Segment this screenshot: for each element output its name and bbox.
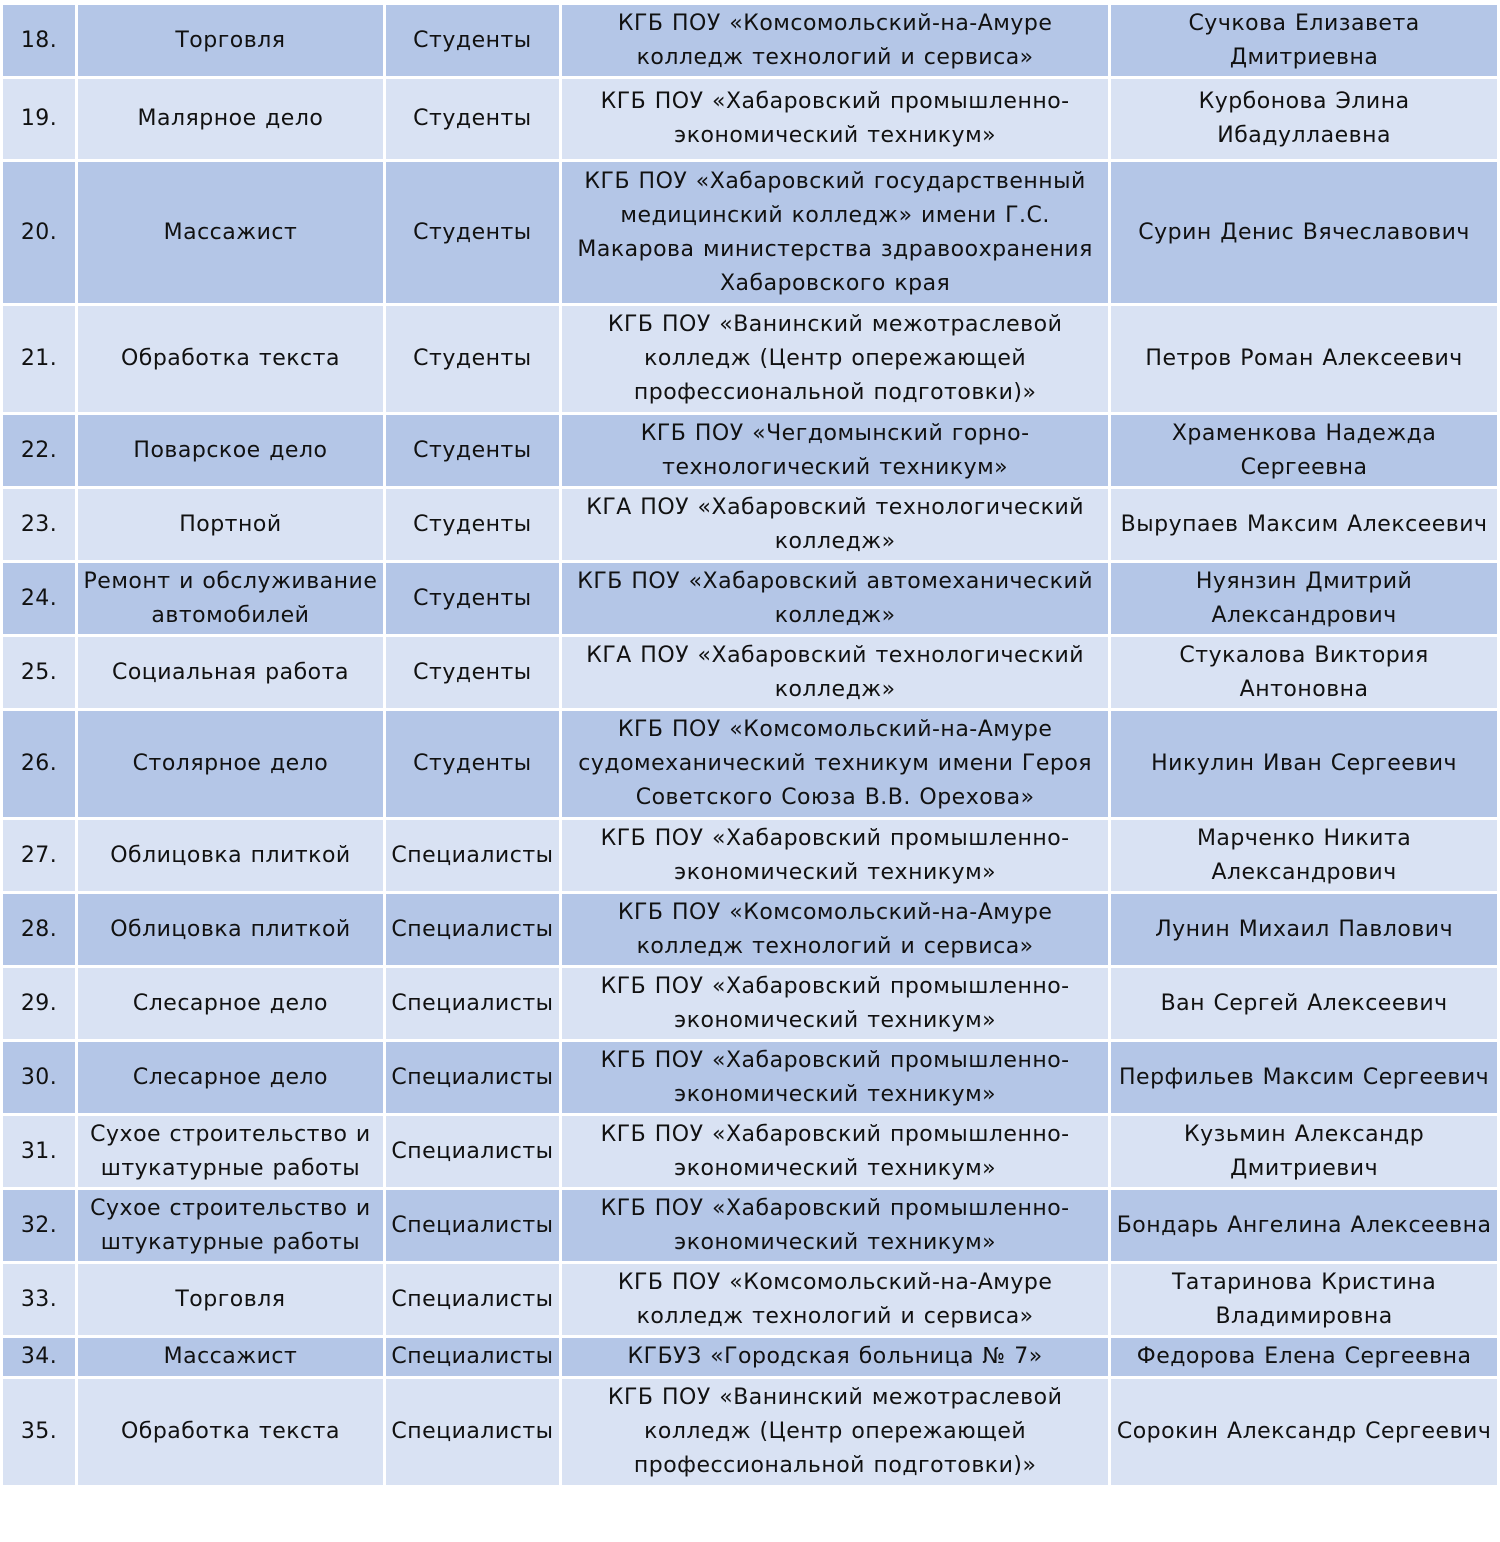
row-number: 27. bbox=[3, 820, 75, 891]
category-cell: Студенты bbox=[386, 306, 559, 412]
category-cell: Студенты bbox=[386, 162, 559, 303]
category-cell: Специалисты bbox=[386, 1042, 559, 1113]
organization-cell: КГБ ПОУ «Комсомольский-на-Амуре колледж технологий и сервиса» bbox=[562, 5, 1108, 76]
category-cell: Студенты bbox=[386, 5, 559, 76]
row-number: 32. bbox=[3, 1190, 75, 1261]
row-number: 21. bbox=[3, 306, 75, 412]
table-row bbox=[3, 1116, 1497, 1187]
competence-cell: Торговля bbox=[78, 5, 383, 76]
table-row bbox=[3, 1190, 1497, 1261]
table-row bbox=[3, 415, 1497, 486]
competence-cell: Сухое строительство и штукатурные работы bbox=[78, 1116, 383, 1187]
table-row bbox=[3, 968, 1497, 1039]
participants-table bbox=[0, 2, 1500, 1488]
participant-name-cell: Федорова Елена Сергеевна bbox=[1111, 1338, 1497, 1376]
organization-cell: КГБУЗ «Городская больница № 7» bbox=[562, 1338, 1108, 1376]
category-cell: Специалисты bbox=[386, 1338, 559, 1376]
category-cell: Студенты bbox=[386, 415, 559, 486]
table-row bbox=[3, 563, 1497, 634]
table-row bbox=[3, 1042, 1497, 1113]
table-row bbox=[3, 79, 1497, 159]
row-number: 24. bbox=[3, 563, 75, 634]
competence-cell: Облицовка плиткой bbox=[78, 894, 383, 965]
organization-cell: КГБ ПОУ «Комсомольский-на-Амуре колледж технологий и сервиса» bbox=[562, 894, 1108, 965]
category-cell: Студенты bbox=[386, 711, 559, 817]
table-row bbox=[3, 1264, 1497, 1335]
organization-cell: КГБ ПОУ «Хабаровский промышленно-экономический техникум» bbox=[562, 1042, 1108, 1113]
table-row bbox=[3, 489, 1497, 560]
row-number: 22. bbox=[3, 415, 75, 486]
table-row bbox=[3, 306, 1497, 412]
competence-cell: Столярное дело bbox=[78, 711, 383, 817]
participant-name-cell: Вырупаев Максим Алексеевич bbox=[1111, 489, 1497, 560]
competence-cell: Обработка текста bbox=[78, 1379, 383, 1485]
organization-cell: КГБ ПОУ «Комсомольский-на-Амуре колледж технологий и сервиса» bbox=[562, 1264, 1108, 1335]
table-row bbox=[3, 1379, 1497, 1485]
participant-name-cell: Сорокин Александр Сергеевич bbox=[1111, 1379, 1497, 1485]
row-number: 35. bbox=[3, 1379, 75, 1485]
participant-name-cell: Бондарь Ангелина Алексеевна bbox=[1111, 1190, 1497, 1261]
row-number: 31. bbox=[3, 1116, 75, 1187]
row-number: 29. bbox=[3, 968, 75, 1039]
table-row bbox=[3, 820, 1497, 891]
category-cell: Специалисты bbox=[386, 1379, 559, 1485]
row-number: 20. bbox=[3, 162, 75, 303]
participant-name-cell: Курбонова Элина Ибадуллаевна bbox=[1111, 79, 1497, 159]
competence-cell: Массажист bbox=[78, 1338, 383, 1376]
competence-cell: Малярное дело bbox=[78, 79, 383, 159]
competence-cell: Слесарное дело bbox=[78, 968, 383, 1039]
category-cell: Специалисты bbox=[386, 1116, 559, 1187]
competence-cell: Слесарное дело bbox=[78, 1042, 383, 1113]
category-cell: Студенты bbox=[386, 563, 559, 634]
category-cell: Студенты bbox=[386, 79, 559, 159]
category-cell: Специалисты bbox=[386, 1264, 559, 1335]
table-row bbox=[3, 894, 1497, 965]
organization-cell: КГБ ПОУ «Ванинский межотраслевой колледж (Центр опережающей профессиональной подготовки)» bbox=[562, 306, 1108, 412]
row-number: 28. bbox=[3, 894, 75, 965]
participant-name-cell: Лунин Михаил Павлович bbox=[1111, 894, 1497, 965]
organization-cell: КГА ПОУ «Хабаровский технологический колледж» bbox=[562, 637, 1108, 708]
table-row bbox=[3, 1338, 1497, 1376]
participant-name-cell: Храменкова Надежда Сергеевна bbox=[1111, 415, 1497, 486]
organization-cell: КГБ ПОУ «Чегдомынский горно-технологический техникум» bbox=[562, 415, 1108, 486]
competence-cell: Облицовка плиткой bbox=[78, 820, 383, 891]
participant-name-cell: Никулин Иван Сергеевич bbox=[1111, 711, 1497, 817]
category-cell: Студенты bbox=[386, 489, 559, 560]
organization-cell: КГА ПОУ «Хабаровский технологический колледж» bbox=[562, 489, 1108, 560]
table-row bbox=[3, 711, 1497, 817]
competence-cell: Массажист bbox=[78, 162, 383, 303]
participant-name-cell: Стукалова Виктория Антоновна bbox=[1111, 637, 1497, 708]
organization-cell: КГБ ПОУ «Хабаровский автомеханический колледж» bbox=[562, 563, 1108, 634]
organization-cell: КГБ ПОУ «Хабаровский промышленно-экономический техникум» bbox=[562, 820, 1108, 891]
competence-cell: Ремонт и обслуживание автомобилей bbox=[78, 563, 383, 634]
participant-name-cell: Сучкова Елизавета Дмитриевна bbox=[1111, 5, 1497, 76]
category-cell: Студенты bbox=[386, 637, 559, 708]
organization-cell: КГБ ПОУ «Хабаровский промышленно-экономический техникум» bbox=[562, 1190, 1108, 1261]
participant-name-cell: Кузьмин Александр Дмитриевич bbox=[1111, 1116, 1497, 1187]
table-row bbox=[3, 162, 1497, 303]
participant-name-cell: Петров Роман Алексеевич bbox=[1111, 306, 1497, 412]
row-number: 26. bbox=[3, 711, 75, 817]
competence-cell: Поварское дело bbox=[78, 415, 383, 486]
participant-name-cell: Татаринова Кристина Владимировна bbox=[1111, 1264, 1497, 1335]
category-cell: Специалисты bbox=[386, 1190, 559, 1261]
participant-name-cell: Марченко Никита Александрович bbox=[1111, 820, 1497, 891]
organization-cell: КГБ ПОУ «Ванинский межотраслевой колледж (Центр опережающей профессиональной подготовки)» bbox=[562, 1379, 1108, 1485]
row-number: 30. bbox=[3, 1042, 75, 1113]
row-number: 19. bbox=[3, 79, 75, 159]
competence-cell: Социальная работа bbox=[78, 637, 383, 708]
row-number: 23. bbox=[3, 489, 75, 560]
organization-cell: КГБ ПОУ «Хабаровский промышленно-экономический техникум» bbox=[562, 968, 1108, 1039]
participant-name-cell: Сурин Денис Вячеславович bbox=[1111, 162, 1497, 303]
row-number: 18. bbox=[3, 5, 75, 76]
category-cell: Специалисты bbox=[386, 968, 559, 1039]
participant-name-cell: Ван Сергей Алексеевич bbox=[1111, 968, 1497, 1039]
participant-name-cell: Перфильев Максим Сергеевич bbox=[1111, 1042, 1497, 1113]
competence-cell: Сухое строительство и штукатурные работы bbox=[78, 1190, 383, 1261]
category-cell: Специалисты bbox=[386, 820, 559, 891]
organization-cell: КГБ ПОУ «Хабаровский государственный медицинский колледж» имени Г.С. Макарова министерства здравоохранения Хабаровского края bbox=[562, 162, 1108, 303]
competence-cell: Торговля bbox=[78, 1264, 383, 1335]
organization-cell: КГБ ПОУ «Хабаровский промышленно-экономический техникум» bbox=[562, 79, 1108, 159]
row-number: 33. bbox=[3, 1264, 75, 1335]
organization-cell: КГБ ПОУ «Хабаровский промышленно-экономический техникум» bbox=[562, 1116, 1108, 1187]
organization-cell: КГБ ПОУ «Комсомольский-на-Амуре судомеханический техникум имени Героя Советского Союза В.В. Орехова» bbox=[562, 711, 1108, 817]
participant-name-cell: Нуянзин Дмитрий Александрович bbox=[1111, 563, 1497, 634]
competence-cell: Портной bbox=[78, 489, 383, 560]
competence-cell: Обработка текста bbox=[78, 306, 383, 412]
table-row bbox=[3, 637, 1497, 708]
category-cell: Специалисты bbox=[386, 894, 559, 965]
row-number: 34. bbox=[3, 1338, 75, 1376]
row-number: 25. bbox=[3, 637, 75, 708]
table-row bbox=[3, 5, 1497, 76]
